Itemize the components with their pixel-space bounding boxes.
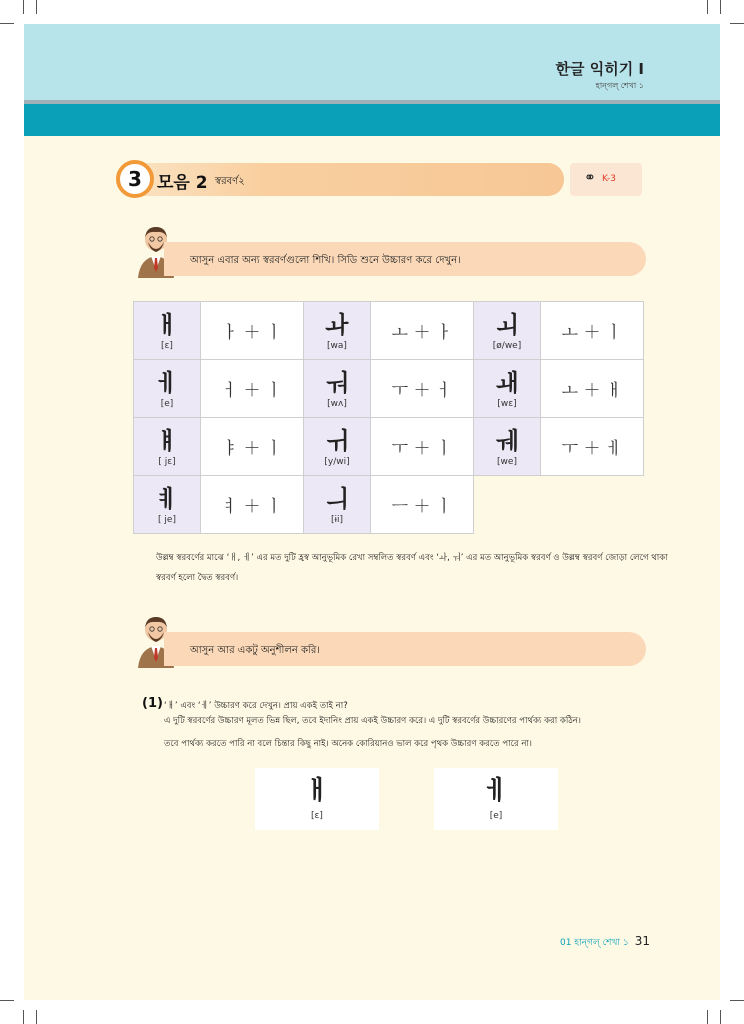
page-footer [560, 934, 650, 950]
instruction-text: আসুন এবার অন্য স্বরবর্ণগুলো শিখি। সিডি শুনে উচ্চারণ করে দেখুন। [190, 255, 461, 266]
vowel-formula: ㅗ ＋ ㅐ [541, 360, 644, 418]
vowel-formula: ㅗ ＋ ㅏ [371, 302, 474, 360]
vowel-ipa: [wʌ] [327, 398, 347, 409]
explanation-note: উল্লম্ব স্বরবর্ণের মাঝে ‘ㅐ, ㅔ’ এর মত দুটি হ্রস্ব আনুভূমিক রেখা সম্বলিত স্বরবর্ণ এবং ‘ㅘ, ㅝ’ এর মত আনুভূমিক স্বরবর্ণ ও উল্লম্ব স্বরবর্ণ জোড়া লেগে থাকা স্বরবর্ণ হলো দ্বৈত স্বরবর্ণ। [156, 553, 668, 583]
vowel-formula: ㅏ ＋ ㅣ [201, 302, 304, 360]
page [24, 24, 720, 1000]
table-row [134, 476, 644, 534]
exercise-question: ‘ㅐ’ এবং ‘ㅔ’ উচ্চারণ করে দেখুন। প্রায় একই তাই না? [164, 701, 348, 711]
footer-label: 01 হান্গল্ শেখা ১ [560, 938, 629, 948]
vowel-ipa: [wɛ] [497, 398, 517, 409]
vowel-ipa: [ jɛ] [158, 456, 176, 467]
practice-bubble [164, 632, 646, 666]
practice-text: আসুন আর একটু অনুশীলন করি। [190, 645, 320, 656]
vowel-glyph: ㅚ [495, 310, 519, 339]
vowel-ipa: [ɛ] [161, 340, 173, 351]
vowel-formula: ㅜ ＋ ㅓ [371, 360, 474, 418]
exercise-number: (1) [142, 696, 163, 711]
section-subtitle: স্বরবর্ণ২ [215, 176, 245, 187]
vowel-formula: ㅑ ＋ ㅣ [201, 418, 304, 476]
vowel-ipa: [e] [160, 398, 174, 409]
vowel-glyph: ㅙ [495, 368, 519, 397]
book-title: 한글 익히기 I [555, 60, 644, 78]
section-number: 3 [116, 160, 154, 198]
audio-track-badge[interactable] [570, 163, 642, 196]
vowel-ipa: [wa] [327, 340, 347, 351]
vowel-formula: ㅜ ＋ ㅣ [371, 418, 474, 476]
table-row [134, 302, 644, 360]
vowel-formula: ㅗ ＋ ㅣ [541, 302, 644, 360]
headphones-icon: ⚭ [584, 170, 596, 186]
empty-cell [474, 476, 644, 534]
instruction-bubble [164, 242, 646, 276]
vowel-glyph: ㅖ [155, 484, 179, 513]
vowel-glyph: ㅞ [495, 426, 519, 455]
table-row [134, 360, 644, 418]
vowel-glyph: ㅢ [325, 484, 349, 513]
vowel-ipa: [ø/we] [492, 340, 522, 351]
vowel-glyph: ㅔ [483, 776, 509, 806]
vowel-formula: ㅡ ＋ ㅣ [371, 476, 474, 534]
vowel-glyph: ㅒ [155, 426, 179, 455]
vowel-ipa: [y/wi] [324, 456, 350, 467]
exercise-line: এ দুটি স্বরবর্ণের উচ্চারণ মূলত ভিন্ন ছিল, তবে ইদানিং প্রায় একই উচ্চারণ করে। এ দুটি স্বরবর্ণের উচ্চারণের পার্থক্য করা কঠিন। [164, 716, 581, 726]
vowel-glyph: ㅔ [155, 368, 179, 397]
vowel-ipa: [ɛ] [311, 811, 323, 821]
exercise-line: তবে পার্থক্য করতে পারি না বলে চিন্তার কিছু নাই। অনেক কোরিয়ানও ভাল করে পৃথক উচ্চারণ করতে পারে না। [164, 739, 532, 749]
vowel-formula: ㅕ ＋ ㅣ [201, 476, 304, 534]
vowel-formula: ㅜ ＋ ㅔ [541, 418, 644, 476]
table-row [134, 418, 644, 476]
teal-band [24, 104, 720, 136]
vowel-glyph: ㅐ [155, 310, 179, 339]
book-subtitle: হান্গল্ শেখা ১ [595, 81, 644, 90]
vowel-ipa: [ je] [158, 514, 176, 525]
vowel-glyph: ㅐ [304, 776, 330, 806]
page-number: 31 [634, 934, 650, 948]
vowel-glyph: ㅘ [325, 310, 349, 339]
vowel-card [434, 768, 558, 830]
section-title: 모음 2 [157, 173, 208, 193]
vowel-ipa: [ɨi] [330, 514, 344, 525]
audio-track-label: K-3 [602, 174, 616, 184]
vowel-glyph: ㅝ [325, 368, 349, 397]
vowel-glyph: ㅟ [325, 426, 349, 455]
vowel-formula: ㅓ ＋ ㅣ [201, 360, 304, 418]
vowel-ipa: [e] [489, 811, 503, 821]
vowel-table [133, 301, 644, 534]
vowel-card [255, 768, 379, 830]
vowel-ipa: [we] [497, 456, 517, 467]
